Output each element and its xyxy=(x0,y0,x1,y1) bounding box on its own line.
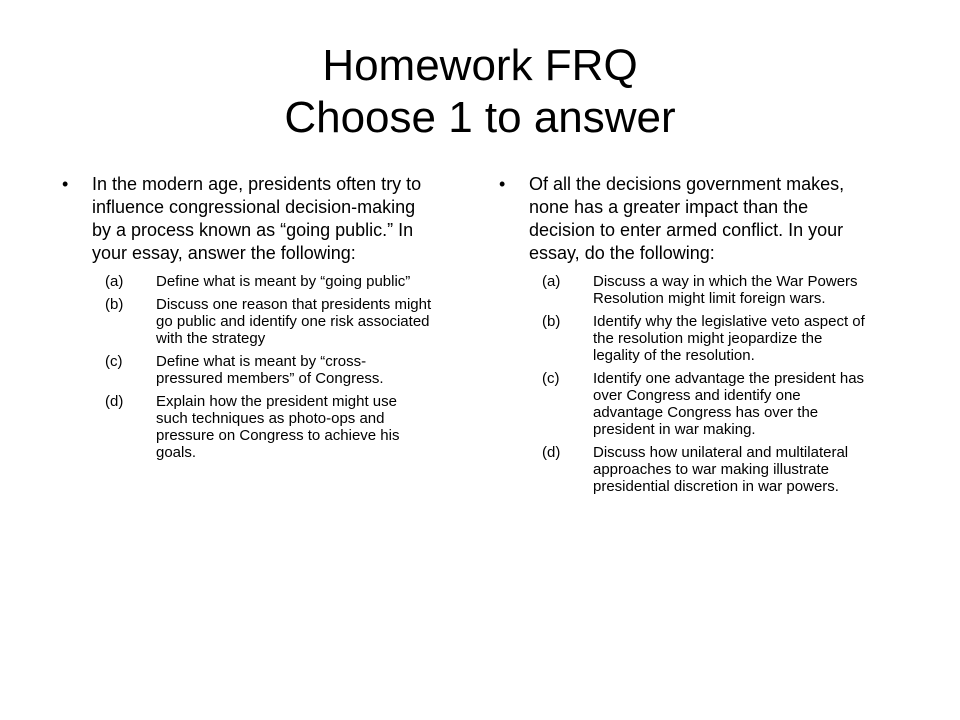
subitem-label: (c) xyxy=(105,353,123,370)
subitem-label: (a) xyxy=(105,273,124,290)
subitem-label: (b) xyxy=(542,313,561,330)
right-question-column xyxy=(499,173,869,501)
left-subitem-b xyxy=(105,296,432,347)
right-subitem-d xyxy=(542,444,869,495)
slide-title-line-1: Homework FRQ xyxy=(322,41,638,90)
bullet-icon: • xyxy=(499,174,506,194)
subitem-label: (b) xyxy=(105,296,124,313)
slide-title-line-2: Choose 1 to answer xyxy=(284,93,676,142)
right-subitem-c xyxy=(542,370,869,438)
subitem-text: Discuss how unilateral and multilateral approaches to war making illustrate presidential discretion in war powers. xyxy=(593,444,849,495)
subitem-text: Define what is meant by “going public” xyxy=(156,273,411,290)
subitem-text: Identify one advantage the president has over Congress and identify one advantage Congress has over the president in war making. xyxy=(593,370,865,438)
right-subitem-list xyxy=(542,273,869,495)
left-question xyxy=(62,173,432,265)
left-subitem-list xyxy=(105,273,432,461)
right-question-text: Of all the decisions government makes, none has a greater impact than the decision to enter armed conflict. In your essay, do the following: xyxy=(529,174,845,263)
right-subitem-b xyxy=(542,313,869,364)
subitem-label: (c) xyxy=(542,370,560,387)
left-subitem-d xyxy=(105,393,432,461)
right-question xyxy=(499,173,869,265)
subitem-label: (a) xyxy=(542,273,561,290)
subitem-text: Discuss one reason that presidents might go public and identify one risk associated with the strategy xyxy=(156,296,432,347)
subitem-text: Identify why the legislative veto aspect of the resolution might jeopardize the legality of the resolution. xyxy=(593,313,865,364)
subitem-label: (d) xyxy=(105,393,124,410)
left-subitem-a xyxy=(105,273,432,290)
subitem-label: (d) xyxy=(542,444,561,461)
left-question-column xyxy=(62,173,432,467)
right-subitem-a xyxy=(542,273,869,307)
bullet-icon: • xyxy=(62,174,69,194)
left-question-text: In the modern age, presidents often try to influence congressional decision-making by a process known as “going public.” In your essay, answer the following: xyxy=(92,174,422,263)
left-subitem-c xyxy=(105,353,432,387)
slide-title xyxy=(0,40,960,144)
subitem-text: Discuss a way in which the War Powers Resolution might limit foreign wars. xyxy=(593,273,858,307)
subitem-text: Define what is meant by “cross-pressured members” of Congress. xyxy=(156,353,384,387)
subitem-text: Explain how the president might use such techniques as photo-ops and pressure on Congress to achieve his goals. xyxy=(156,393,400,461)
